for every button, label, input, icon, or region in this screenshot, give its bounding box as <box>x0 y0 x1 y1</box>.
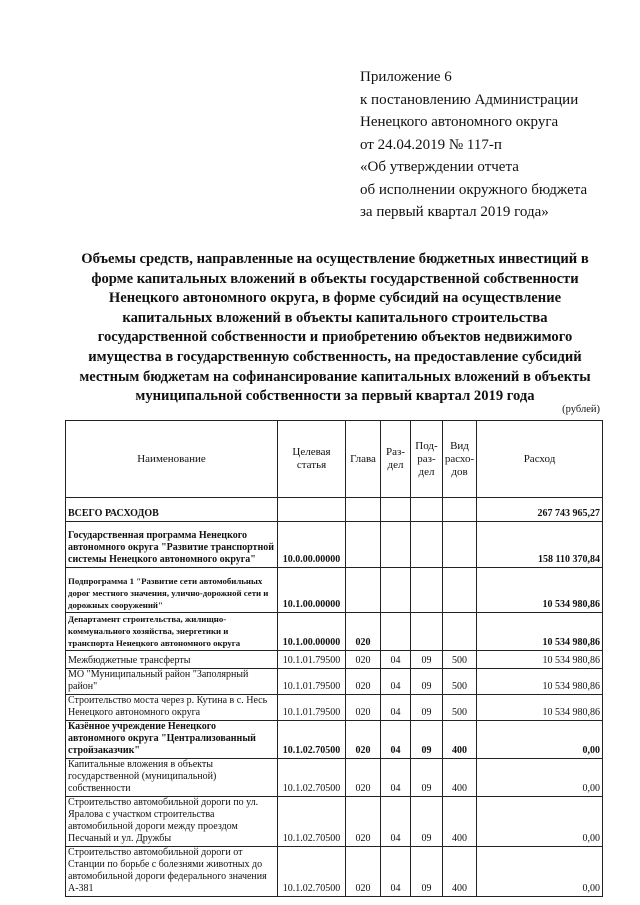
title-line: форме капитальных вложений в объекты государственной собственности <box>91 270 579 287</box>
table-row <box>66 522 603 568</box>
row-expense: 0,00 <box>477 759 603 797</box>
row-section: 04 <box>381 651 411 669</box>
row-section: 04 <box>381 847 411 897</box>
row-section: 04 <box>381 759 411 797</box>
row-target-article: 10.0.00.00000 <box>278 522 346 568</box>
row-name: МО "Муниципальный район "Заполярный район" <box>66 669 278 695</box>
table-row <box>66 568 603 613</box>
appendix-line: за первый квартал 2019 года» <box>360 204 549 220</box>
row-expense-type: 500 <box>443 669 477 695</box>
row-expense: 0,00 <box>477 847 603 897</box>
row-target-article: 10.1.00.00000 <box>278 568 346 613</box>
row-subsection: 09 <box>411 759 443 797</box>
row-name: Строительство моста через р. Кутина в с. Несь Ненецкого автономного округа <box>66 695 278 721</box>
row-expense-type: 400 <box>443 759 477 797</box>
row-target-article: 10.1.01.79500 <box>278 695 346 721</box>
row-target-article: 10.1.02.70500 <box>278 721 346 759</box>
row-expense-type: 400 <box>443 721 477 759</box>
expenses-table <box>65 420 603 897</box>
header-section: Раз-дел <box>381 421 411 498</box>
row-chapter <box>346 568 381 613</box>
row-subsection: 09 <box>411 721 443 759</box>
row-name: Департамент строительства, жилищно-коммунального хозяйства, энергетики и транспорта Ненецкого автономного округа <box>66 613 278 651</box>
row-section: 04 <box>381 721 411 759</box>
row-subsection <box>411 568 443 613</box>
table-row <box>66 651 603 669</box>
units-label: (рублей) <box>562 404 600 415</box>
row-name: ВСЕГО РАСХОДОВ <box>66 498 278 522</box>
header-chapter: Глава <box>346 421 381 498</box>
row-expense-type: 500 <box>443 695 477 721</box>
row-section: 04 <box>381 669 411 695</box>
row-name: Строительство автомобильной дороги от Станции по борьбе с болезнями животных до автомобильной дороги федерального значения А-381 <box>66 847 278 897</box>
row-chapter: 020 <box>346 613 381 651</box>
header-name: Наименование <box>66 421 278 498</box>
row-subsection: 09 <box>411 847 443 897</box>
row-target-article: 10.1.00.00000 <box>278 613 346 651</box>
table-row <box>66 695 603 721</box>
appendix-note <box>360 66 587 224</box>
row-name: Подпрограмма 1 "Развитие сети автомобильных дорог местного значения, улично-дорожной сети и дорожных сооружений" <box>66 568 278 613</box>
row-target-article <box>278 498 346 522</box>
title-line: Ненецкого автономного округа, в форме субсидий на осуществление <box>108 290 562 307</box>
row-section <box>381 522 411 568</box>
row-expense-type: 400 <box>443 847 477 897</box>
header-target-article: Целевая статья <box>278 421 346 498</box>
row-subsection <box>411 613 443 651</box>
row-name: Межбюджетные трансферты <box>66 651 278 669</box>
row-target-article: 10.1.01.79500 <box>278 651 346 669</box>
header-expense-type: Вид расхо-дов <box>443 421 477 498</box>
row-expense-type <box>443 522 477 568</box>
row-chapter: 020 <box>346 847 381 897</box>
row-chapter: 020 <box>346 651 381 669</box>
appendix-line: «Об утверждении отчета <box>360 159 519 175</box>
row-subsection <box>411 498 443 522</box>
row-expense-type <box>443 568 477 613</box>
appendix-line: от 24.04.2019 № 117-п <box>360 136 502 153</box>
row-chapter: 020 <box>346 695 381 721</box>
row-section <box>381 498 411 522</box>
row-expense: 10 534 980,86 <box>477 669 603 695</box>
appendix-line: Приложение 6 <box>360 69 452 85</box>
row-expense-type: 400 <box>443 797 477 847</box>
row-subsection: 09 <box>411 695 443 721</box>
row-expense-type <box>443 613 477 651</box>
row-expense: 267 743 965,27 <box>477 498 603 522</box>
header-subsection: Под-раз-дел <box>411 421 443 498</box>
row-target-article: 10.1.02.70500 <box>278 797 346 847</box>
row-expense-type <box>443 498 477 522</box>
row-expense-type: 500 <box>443 651 477 669</box>
row-chapter: 020 <box>346 721 381 759</box>
row-expense: 0,00 <box>477 797 603 847</box>
row-expense: 10 534 980,86 <box>477 695 603 721</box>
title-line: капитальных вложений в объекты капитального строительства <box>122 309 548 326</box>
document-title <box>70 250 600 407</box>
title-line: имущества в государственную собственность, на предоставление субсидий <box>88 348 582 365</box>
table-row <box>66 613 603 651</box>
table-row <box>66 498 603 522</box>
table-row <box>66 669 603 695</box>
table-row <box>66 847 603 897</box>
title-line: муниципальной собственности за первый квартал 2019 года <box>135 388 535 405</box>
appendix-line: Ненецкого автономного округа <box>360 114 559 130</box>
row-section: 04 <box>381 797 411 847</box>
row-subsection: 09 <box>411 797 443 847</box>
row-name: Капитальные вложения в объекты государственной (муниципальной) собственности <box>66 759 278 797</box>
row-chapter <box>346 498 381 522</box>
row-target-article: 10.1.01.79500 <box>278 669 346 695</box>
appendix-line: об исполнении окружного бюджета <box>360 181 588 198</box>
table-row <box>66 797 603 847</box>
row-subsection: 09 <box>411 669 443 695</box>
title-line: местным бюджетам на софинансирование капитальных вложений в объекты <box>79 368 591 385</box>
table-row <box>66 759 603 797</box>
row-section: 04 <box>381 695 411 721</box>
row-name: Государственная программа Ненецкого автономного округа "Развитие транспортной системы Ненецкого автономного округа" <box>66 522 278 568</box>
row-name: Казённое учреждение Ненецкого автономного округа "Централизованный стройзаказчик" <box>66 721 278 759</box>
row-target-article: 10.1.02.70500 <box>278 759 346 797</box>
row-chapter: 020 <box>346 669 381 695</box>
row-name: Строительство автомобильной дороги по ул. Яралова с участком строительства автомобильной дороги между проездом Песчаный и ул. Дружбы <box>66 797 278 847</box>
row-target-article: 10.1.02.70500 <box>278 847 346 897</box>
row-chapter: 020 <box>346 797 381 847</box>
row-expense: 158 110 370,84 <box>477 522 603 568</box>
row-subsection: 09 <box>411 651 443 669</box>
row-expense: 10 534 980,86 <box>477 613 603 651</box>
header-expense: Расход <box>477 421 603 498</box>
row-chapter: 020 <box>346 759 381 797</box>
appendix-line: к постановлению Администрации <box>360 91 579 108</box>
title-line: Объемы средств, направленные на осуществление бюджетных инвестиций в <box>81 251 589 267</box>
row-expense: 10 534 980,86 <box>477 568 603 613</box>
row-section <box>381 613 411 651</box>
title-line: государственной собственности и приобретению объектов недвижимого <box>97 329 573 346</box>
row-expense: 0,00 <box>477 721 603 759</box>
table-row <box>66 721 603 759</box>
table-header <box>66 421 603 498</box>
row-section <box>381 568 411 613</box>
row-chapter <box>346 522 381 568</box>
row-subsection <box>411 522 443 568</box>
row-expense: 10 534 980,86 <box>477 651 603 669</box>
